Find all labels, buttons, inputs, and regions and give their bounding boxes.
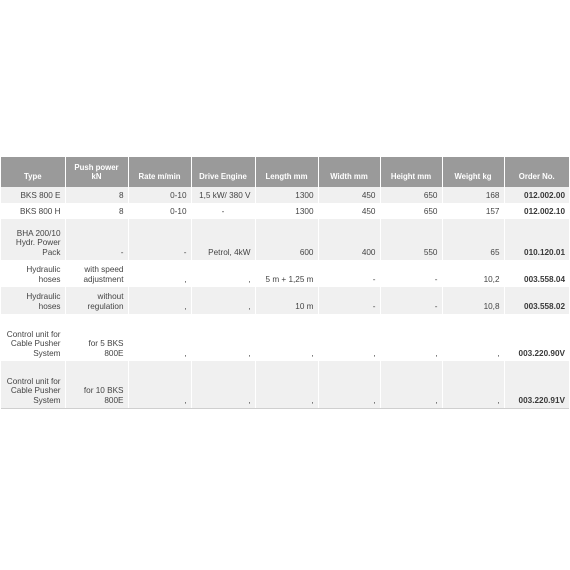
cell-push-power: 8 bbox=[65, 187, 128, 203]
cell-rate: , bbox=[128, 361, 191, 408]
cell-length: , bbox=[255, 314, 318, 361]
cell-rate: , bbox=[128, 287, 191, 314]
cell-push-power: with speed adjustment bbox=[65, 260, 128, 287]
header-width: Width mm bbox=[318, 157, 380, 187]
cell-weight: 10,2 bbox=[442, 260, 504, 287]
cell-width: , bbox=[318, 361, 380, 408]
cell-width: - bbox=[318, 287, 380, 314]
cell-drive-engine: , bbox=[191, 361, 255, 408]
cell-order-no: 010.120.01 bbox=[504, 219, 569, 260]
cell-rate: , bbox=[128, 260, 191, 287]
cell-push-power: without regulation bbox=[65, 287, 128, 314]
cell-drive-engine: , bbox=[191, 260, 255, 287]
cell-type: Control unit for Cable Pusher System bbox=[1, 361, 65, 408]
cell-order-no: 003.558.02 bbox=[504, 287, 569, 314]
cell-width: 450 bbox=[318, 187, 380, 203]
cell-type: Control unit for Cable Pusher System bbox=[1, 314, 65, 361]
cell-type: Hydraulic hoses bbox=[1, 260, 65, 287]
cell-rate: - bbox=[128, 219, 191, 260]
cell-push-power: - bbox=[65, 219, 128, 260]
cell-width: , bbox=[318, 314, 380, 361]
cell-height: - bbox=[380, 260, 442, 287]
cell-width: 400 bbox=[318, 219, 380, 260]
cell-push-power: for 5 BKS 800E bbox=[65, 314, 128, 361]
product-table-container bbox=[1, 157, 569, 409]
cell-length: , bbox=[255, 361, 318, 408]
cell-height: , bbox=[380, 314, 442, 361]
cell-length: 1300 bbox=[255, 203, 318, 219]
table-row bbox=[1, 187, 569, 203]
cell-weight: , bbox=[442, 361, 504, 408]
cell-type: BKS 800 H bbox=[1, 203, 65, 219]
table-row bbox=[1, 203, 569, 219]
cell-width: - bbox=[318, 260, 380, 287]
cell-height: 650 bbox=[380, 203, 442, 219]
cell-height: , bbox=[380, 361, 442, 408]
cell-length: 10 m bbox=[255, 287, 318, 314]
cell-rate: 0-10 bbox=[128, 203, 191, 219]
cell-weight: 168 bbox=[442, 187, 504, 203]
cell-height: 650 bbox=[380, 187, 442, 203]
header-rate: Rate m/min bbox=[128, 157, 191, 187]
cell-length: 1300 bbox=[255, 187, 318, 203]
cell-type: BKS 800 E bbox=[1, 187, 65, 203]
cell-type: BHA 200/10 Hydr. Power Pack bbox=[1, 219, 65, 260]
header-length: Length mm bbox=[255, 157, 318, 187]
header-weight: Weight kg bbox=[442, 157, 504, 187]
cell-height: 550 bbox=[380, 219, 442, 260]
cell-rate: , bbox=[128, 314, 191, 361]
cell-push-power: for 10 BKS 800E bbox=[65, 361, 128, 408]
cell-weight: 65 bbox=[442, 219, 504, 260]
table-row bbox=[1, 287, 569, 314]
cell-height: - bbox=[380, 287, 442, 314]
cell-order-no: 012.002.10 bbox=[504, 203, 569, 219]
table-row bbox=[1, 260, 569, 287]
cell-width: 450 bbox=[318, 203, 380, 219]
header-row bbox=[1, 157, 569, 187]
cell-order-no: 012.002.00 bbox=[504, 187, 569, 203]
cell-drive-engine: , bbox=[191, 314, 255, 361]
header-order-no: Order No. bbox=[504, 157, 569, 187]
header-type: Type bbox=[1, 157, 65, 187]
table-row bbox=[1, 361, 569, 408]
table-row bbox=[1, 314, 569, 361]
cell-drive-engine: Petrol, 4kW bbox=[191, 219, 255, 260]
cell-order-no: 003.558.04 bbox=[504, 260, 569, 287]
cell-length: 600 bbox=[255, 219, 318, 260]
cell-drive-engine: 1,5 kW/ 380 V bbox=[191, 187, 255, 203]
header-push-power: Push power kN bbox=[65, 157, 128, 187]
cell-length: 5 m + 1,25 m bbox=[255, 260, 318, 287]
cell-weight: 10,8 bbox=[442, 287, 504, 314]
table-row bbox=[1, 219, 569, 260]
cell-weight: 157 bbox=[442, 203, 504, 219]
product-spec-table bbox=[1, 157, 569, 408]
cell-type: Hydraulic hoses bbox=[1, 287, 65, 314]
cell-rate: 0-10 bbox=[128, 187, 191, 203]
cell-push-power: 8 bbox=[65, 203, 128, 219]
cell-order-no: 003.220.90V bbox=[504, 314, 569, 361]
cell-weight: , bbox=[442, 314, 504, 361]
cell-drive-engine: , bbox=[191, 287, 255, 314]
header-height: Height mm bbox=[380, 157, 442, 187]
cell-drive-engine: - bbox=[191, 203, 255, 219]
cell-order-no: 003.220.91V bbox=[504, 361, 569, 408]
header-drive-engine: Drive Engine bbox=[191, 157, 255, 187]
